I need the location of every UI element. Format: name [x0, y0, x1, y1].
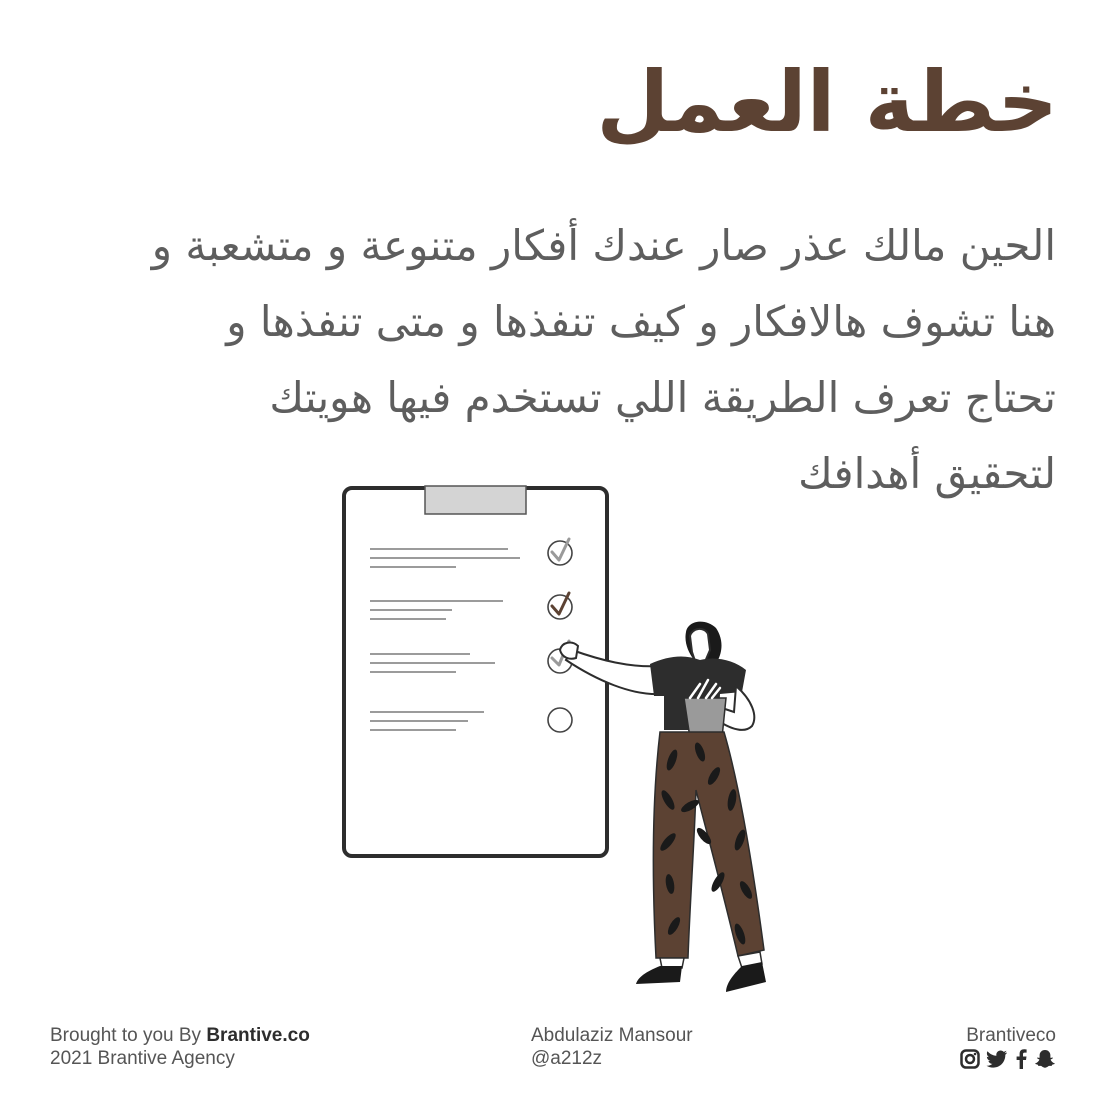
check-item-4: [548, 708, 572, 732]
twitter-icon[interactable]: [986, 1049, 1008, 1069]
instagram-icon[interactable]: [960, 1049, 980, 1069]
paragraph-line: لتحقيق أهدافك: [798, 449, 1056, 498]
page-title: خطة العمل: [596, 53, 1058, 151]
footer-credits: [50, 1024, 310, 1070]
clipboard-clip: [425, 486, 526, 514]
snapchat-icon[interactable]: [1034, 1049, 1056, 1069]
facebook-icon[interactable]: [1014, 1049, 1028, 1069]
paragraph-line: هنا تشوف هالافكار و كيف تنفذها و متى تنفذها و: [226, 297, 1056, 346]
paragraph-line: الحين مالك عذر صار عندك أفكار متنوعة و متشعبة و: [151, 221, 1056, 270]
shoe-left: [636, 966, 682, 984]
footer-social: [960, 1024, 1056, 1069]
social-icons: [960, 1049, 1056, 1069]
footer-author: [531, 1024, 693, 1070]
credit-prefix: Brought to you By: [50, 1025, 207, 1046]
copyright: 2021 Brantive Agency: [50, 1048, 235, 1069]
shoe-right: [726, 962, 766, 992]
social-handle[interactable]: Brantiveco: [966, 1025, 1056, 1046]
brand-link[interactable]: Brantive.co: [206, 1025, 310, 1046]
author-name: Abdulaziz Mansour: [531, 1025, 693, 1046]
author-handle[interactable]: @a212z: [531, 1048, 603, 1069]
hand: [560, 643, 578, 659]
paragraph-line: تحتاج تعرف الطريقة اللي تستخدم فيها هويتك: [269, 373, 1056, 422]
